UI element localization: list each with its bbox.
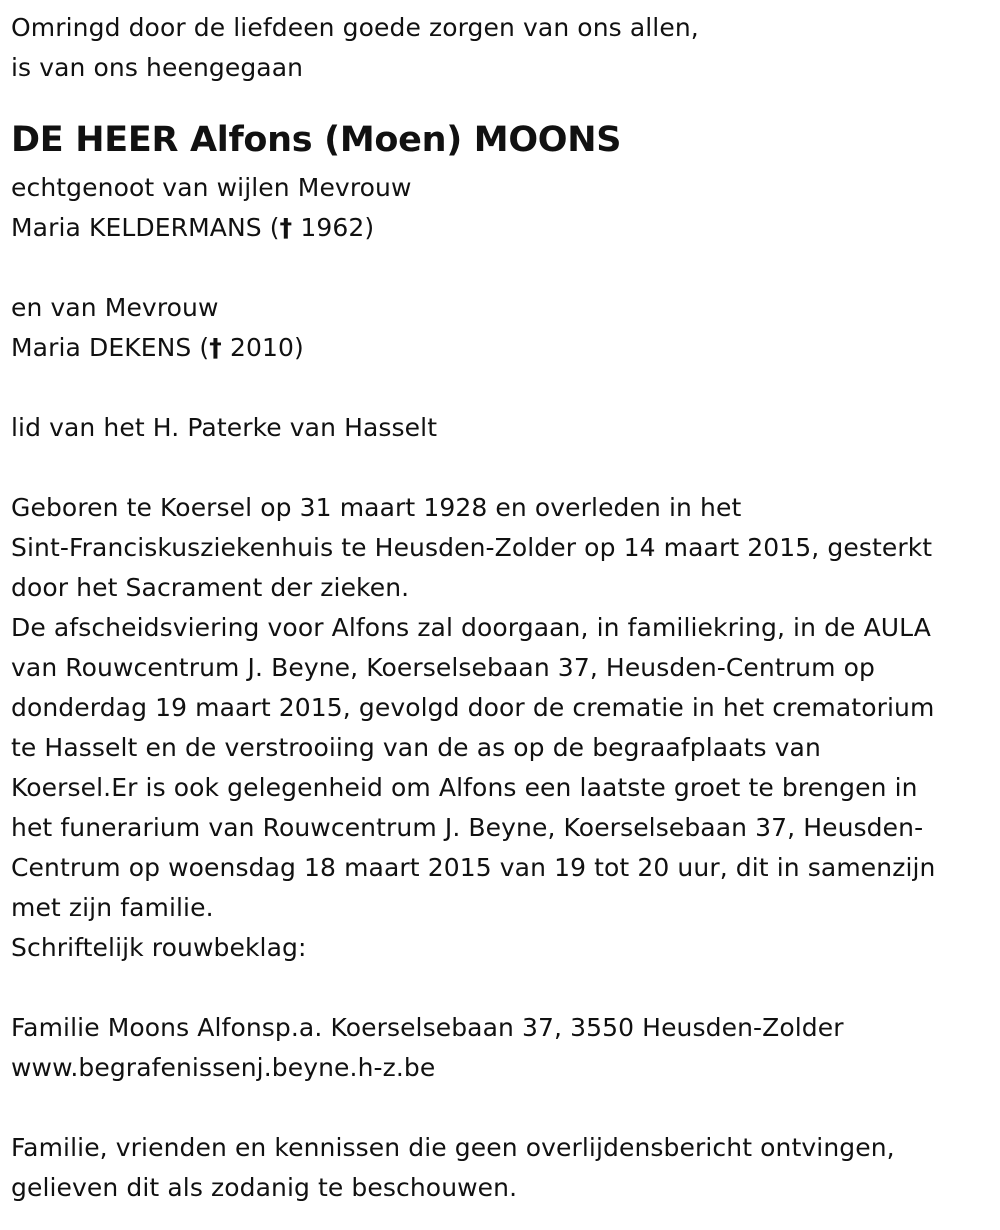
spouse2-year: 2010) xyxy=(221,333,304,362)
spouse1-label: echtgenoot van wijlen Mevrouw xyxy=(11,173,412,202)
spacer xyxy=(11,1088,991,1128)
membership-line: lid van het H. Paterke van Hasselt xyxy=(11,413,438,442)
details-line: Sint-Franciskusziekenhuis te Heusden-Zolder op 14 maart 2015, gesterkt xyxy=(11,533,933,562)
spouse1-name-line xyxy=(11,208,991,248)
cross-icon: † xyxy=(209,333,222,362)
spacer xyxy=(11,368,991,408)
condolence-label: Schriftelijk rouwbeklag: xyxy=(11,933,307,962)
details-line: het funerarium van Rouwcentrum J. Beyne, Koerselsebaan 37, Heusden- xyxy=(11,813,924,842)
website-link[interactable]: www.begrafenissenj.beyne.h-z.be xyxy=(11,1053,436,1082)
deceased-name: DE HEER Alfons (Moen) MOONS xyxy=(11,120,622,160)
details-line: te Hasselt en de verstrooiing van de as op de begraafplaats van xyxy=(11,733,821,762)
details-line: De afscheidsviering voor Alfons zal doorgaan, in familiekring, in de AULA xyxy=(11,613,931,642)
spouse1-name: Maria KELDERMANS ( xyxy=(11,213,280,242)
closing-line-2: gelieven dit als zodanig te beschouwen. xyxy=(11,1173,518,1202)
spouse1-year: 1962) xyxy=(292,213,375,242)
obituary-notice xyxy=(11,8,991,1208)
family-address: Familie Moons Alfonsp.a. Koerselsebaan 37, 3550 Heusden-Zolder xyxy=(11,1013,844,1042)
spacer xyxy=(11,248,991,288)
details-line: Koersel.Er is ook gelegenheid om Alfons een laatste groet te brengen in xyxy=(11,773,918,802)
intro-line-2: is van ons heengegaan xyxy=(11,53,304,82)
details-line: Centrum op woensdag 18 maart 2015 van 19 tot 20 uur, dit in samenzijn xyxy=(11,853,936,882)
spacer xyxy=(11,448,991,488)
intro-line-1: Omringd door de liefdeen goede zorgen van ons allen, xyxy=(11,13,699,42)
cross-icon: † xyxy=(279,213,293,242)
details-line: met zijn familie. xyxy=(11,893,214,922)
spouse2-label: en van Mevrouw xyxy=(11,293,219,322)
closing-line-1: Familie, vrienden en kennissen die geen overlijdensbericht ontvingen, xyxy=(11,1133,895,1162)
details-line: van Rouwcentrum J. Beyne, Koerselsebaan 37, Heusden-Centrum op xyxy=(11,653,875,682)
spacer xyxy=(11,968,991,1008)
spouse2-name-line xyxy=(11,328,991,368)
details-line: door het Sacrament der zieken. xyxy=(11,573,410,602)
details-line: donderdag 19 maart 2015, gevolgd door de crematie in het crematorium xyxy=(11,693,935,722)
spouse2-name: Maria DEKENS ( xyxy=(11,333,210,362)
details-line: Geboren te Koersel op 31 maart 1928 en overleden in het xyxy=(11,493,742,522)
